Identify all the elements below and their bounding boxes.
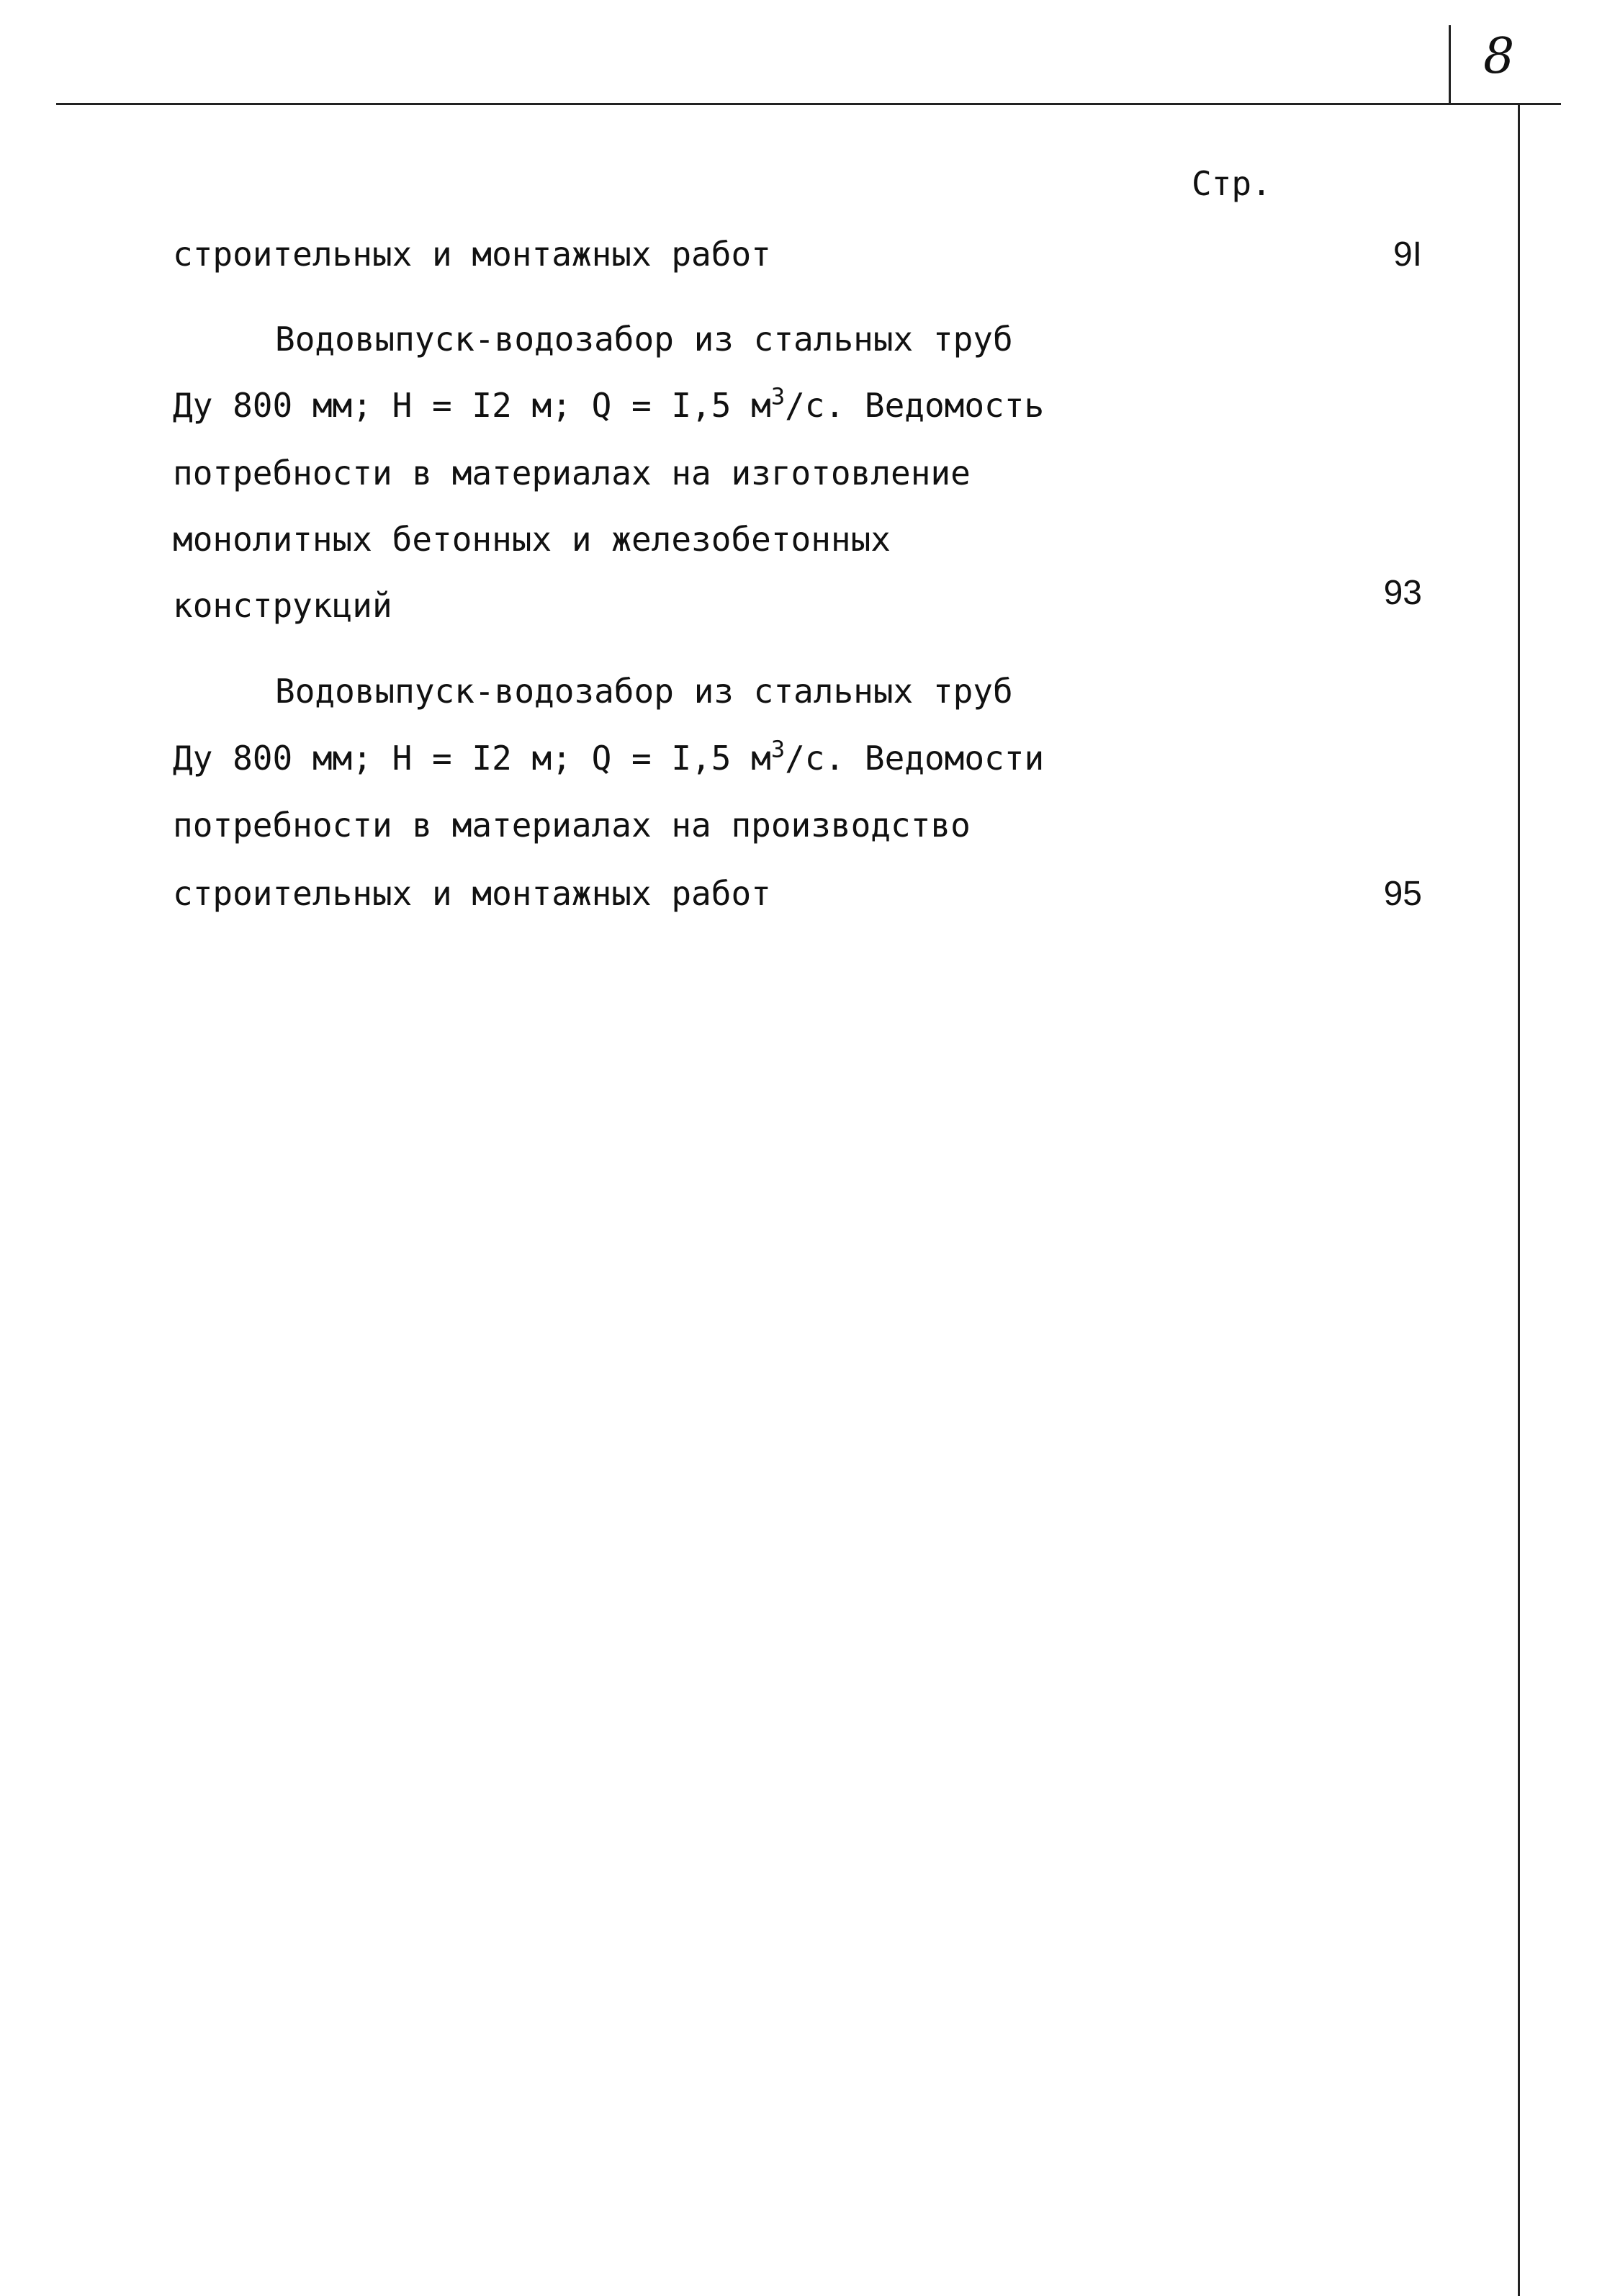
toc-entry-page: 95: [1383, 875, 1422, 913]
col-header: Стр.: [1192, 164, 1272, 203]
toc-entry-line: Водовыпуск-водозабор из стальных труб: [275, 320, 1013, 359]
toc-entry-line: [173, 382, 1045, 425]
toc-superscript: 3: [770, 382, 786, 410]
toc-entry-line: строительных и монтажных работ: [173, 235, 771, 274]
toc-entry-line: [173, 735, 1045, 778]
toc-line-part: /с. Ведомости: [785, 739, 1045, 778]
stamp-divider: [1449, 25, 1451, 103]
page-number: 8: [1483, 28, 1515, 85]
toc-entry-line: Водовыпуск-водозабор из стальных труб: [275, 672, 1013, 711]
toc-entry-line: строительных и монтажных работ: [173, 874, 771, 913]
toc-entry-page: 93: [1383, 574, 1422, 612]
toc-entry-line: потребности в материалах на производство: [173, 806, 971, 845]
toc-entry-line: потребности в материалах на изготовление: [173, 454, 971, 492]
toc-superscript: 3: [770, 735, 786, 763]
toc-line-part: Ду 800 мм; Н = I2 м; Q = I,5 м: [173, 386, 771, 425]
toc-line-part: Ду 800 мм; Н = I2 м; Q = I,5 м: [173, 739, 771, 778]
toc-entry-line: конструкций: [173, 586, 392, 625]
frame-top-line: [56, 103, 1561, 105]
toc-entry-line: монолитных бетонных и железобетонных: [173, 520, 891, 559]
toc-line-part: /с. Ведомость: [785, 386, 1045, 425]
frame-right-line: [1518, 103, 1520, 2296]
toc-entry-page: 9I: [1393, 235, 1422, 274]
